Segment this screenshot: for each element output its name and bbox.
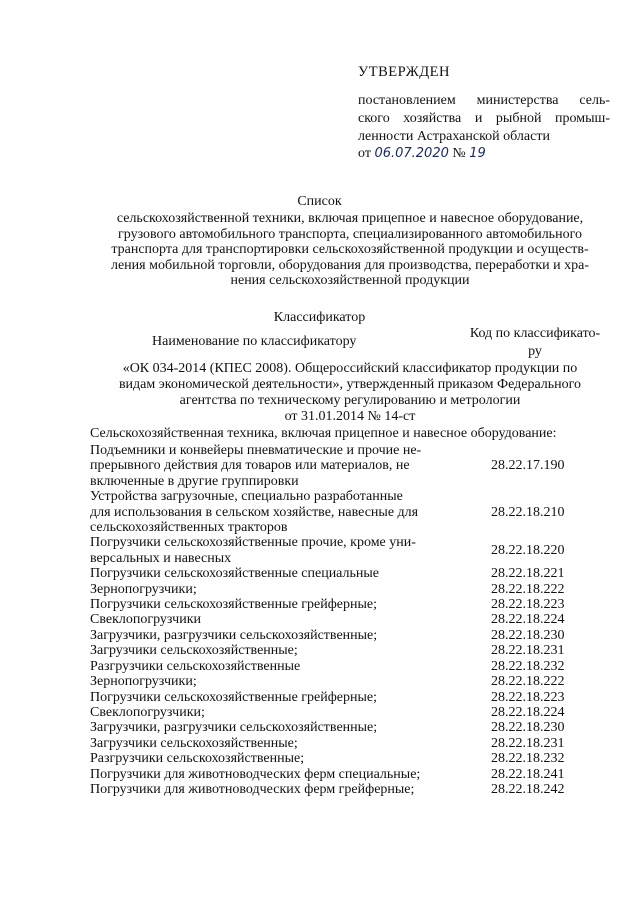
table-row	[90, 659, 630, 674]
row-code: 28.22.18.222	[491, 674, 565, 690]
subtitle-line: транспорта для транспортировки сельскохозяйственной продукции и осуществ-	[111, 242, 589, 258]
row-code: 28.22.18.232	[491, 658, 565, 674]
row-name	[90, 705, 440, 720]
row-name	[90, 751, 440, 766]
row-name-line: прерывного действия для товаров или материалов, не	[90, 458, 410, 474]
approval-body	[358, 92, 610, 146]
row-name-line: Погрузчики сельскохозяйственные грейферные;	[90, 597, 378, 613]
row-name-line: Погрузчики сельскохозяйственные прочие, кроме уни-	[90, 535, 416, 551]
row-name	[90, 720, 440, 735]
row-name-line: Разгрузчики сельскохозяйственные	[90, 658, 301, 674]
row-name-line: сельскохозяйственных тракторов	[90, 520, 288, 536]
table-row	[90, 597, 630, 612]
row-name	[90, 597, 440, 612]
row-name-line: включенные в другие группировки	[90, 473, 299, 489]
table-row	[90, 736, 630, 751]
row-code: 28.22.17.190	[491, 458, 565, 474]
approval-title: УТВЕРЖДЕН	[358, 64, 450, 80]
table-row	[90, 643, 630, 658]
subtitle-line: сельскохозяйственной техники, включая прицепное и навесное оборудование,	[116, 211, 584, 226]
row-name	[90, 535, 440, 566]
table-row	[90, 674, 630, 689]
approval-line: постановлением министерства сель-	[358, 93, 610, 108]
table-row	[90, 489, 630, 535]
row-code: 28.22.18.223	[491, 689, 565, 705]
row-name	[90, 443, 440, 489]
row-name	[90, 489, 440, 535]
row-name-line: Свеклопогрузчики	[90, 612, 201, 628]
approval-date-row	[358, 146, 486, 162]
code-header-line: Код по классификато-	[469, 326, 601, 341]
row-name-line: Подъемники и конвейеры пневматические и прочие не-	[90, 443, 422, 458]
row-name	[90, 628, 440, 643]
row-code: 28.22.18.242	[491, 781, 565, 797]
row-code: 28.22.18.222	[491, 581, 565, 597]
row-name	[90, 674, 440, 689]
table-row	[90, 628, 630, 643]
row-name	[90, 582, 440, 597]
row-name-line: Зернопогрузчики;	[90, 674, 197, 690]
approval-line: ленности Астраханской области	[358, 129, 550, 144]
table-row	[90, 582, 630, 597]
reference-line: «ОК 034-2014 (КПЕС 2008). Общероссийский классификатор продукции по	[122, 361, 578, 376]
column-header-code	[456, 325, 614, 361]
approval-line: ского хозяйства и рыбной промыш-	[358, 111, 610, 126]
date-prefix: от	[358, 146, 371, 161]
reference-line: агентства по техническому регулированию и метрологии	[179, 393, 521, 408]
table-row	[90, 535, 630, 566]
row-code: 28.22.18.231	[491, 735, 565, 751]
table-row	[90, 443, 630, 489]
table-row	[90, 612, 630, 627]
row-code: 28.22.18.224	[491, 612, 565, 628]
handwritten-date: 06.07.2020	[374, 146, 449, 161]
row-name-line: Устройства загрузочные, специально разработанные	[90, 489, 403, 505]
row-name-line: версальных и навесных	[90, 550, 232, 566]
row-code: 28.22.18.230	[491, 720, 565, 736]
subtitle-line: грузового автомобильного транспорта, специализированного автомобильного	[118, 226, 582, 242]
table-row	[90, 720, 630, 735]
table-row	[90, 566, 630, 581]
table-row	[90, 690, 630, 705]
list-title: Список	[297, 194, 342, 209]
code-header-line: ру	[528, 344, 542, 359]
table-row	[90, 767, 630, 782]
row-name-line: Погрузчики сельскохозяйственные грейферные;	[90, 689, 378, 705]
row-code: 28.22.18.223	[491, 597, 565, 613]
number-prefix: №	[452, 146, 466, 161]
row-name	[90, 659, 440, 674]
row-code: 28.22.18.232	[491, 751, 565, 767]
row-code: 28.22.18.230	[491, 627, 565, 643]
section-heading: Сельскохозяйственная техника, включая прицепное и навесное оборудование:	[90, 426, 557, 441]
row-name	[90, 566, 440, 581]
handwritten-number: 19	[469, 146, 486, 161]
list-subtitle	[96, 211, 604, 289]
classifier-reference	[96, 361, 604, 425]
table-row	[90, 782, 630, 797]
row-code: 28.22.18.231	[491, 643, 565, 659]
row-code: 28.22.18.221	[491, 566, 565, 582]
row-name-line: Свеклопогрузчики;	[90, 704, 205, 720]
row-name	[90, 612, 440, 627]
row-name-line: Зернопогрузчики;	[90, 581, 197, 597]
row-code: 28.22.18.241	[491, 766, 565, 782]
classifier-title: Классификатор	[273, 310, 366, 325]
row-name	[90, 782, 440, 797]
row-name-line: Погрузчики для животноводческих ферм грейферные;	[90, 781, 415, 797]
subtitle-line: ления мобильной торговли, оборудования для производства, переработки и хра-	[110, 257, 590, 273]
reference-line: видам экономической деятельности», утвержденный приказом Федерального	[118, 377, 582, 392]
row-code: 28.22.18.210	[491, 504, 565, 520]
row-name-line: Разгрузчики сельскохозяйственные;	[90, 751, 305, 767]
row-name	[90, 767, 440, 782]
row-name	[90, 690, 440, 705]
row-name-line: Загрузчики, разгрузчики сельскохозяйственные;	[90, 720, 378, 736]
row-code: 28.22.18.224	[491, 704, 565, 720]
row-name-line: Загрузчики сельскохозяйственные;	[90, 735, 298, 751]
subtitle-line: нения сельскохозяйственной продукции	[230, 273, 470, 289]
table-row	[90, 751, 630, 766]
row-name-line: Погрузчики для животноводческих ферм специальные;	[90, 766, 421, 782]
classifier-table	[90, 443, 630, 797]
table-row	[90, 705, 630, 720]
row-name-line: для использования в сельском хозяйстве, навесные для	[90, 504, 419, 520]
row-name-line: Загрузчики сельскохозяйственные;	[90, 643, 298, 659]
row-name-line: Загрузчики, разгрузчики сельскохозяйственные;	[90, 627, 378, 643]
column-header-name: Наименование по классификатору	[152, 334, 357, 349]
row-name	[90, 736, 440, 751]
row-code: 28.22.18.220	[491, 543, 565, 559]
row-name	[90, 643, 440, 658]
reference-line: от 31.01.2014 № 14-ст	[284, 409, 416, 424]
row-name-line: Погрузчики сельскохозяйственные специальные	[90, 566, 380, 582]
